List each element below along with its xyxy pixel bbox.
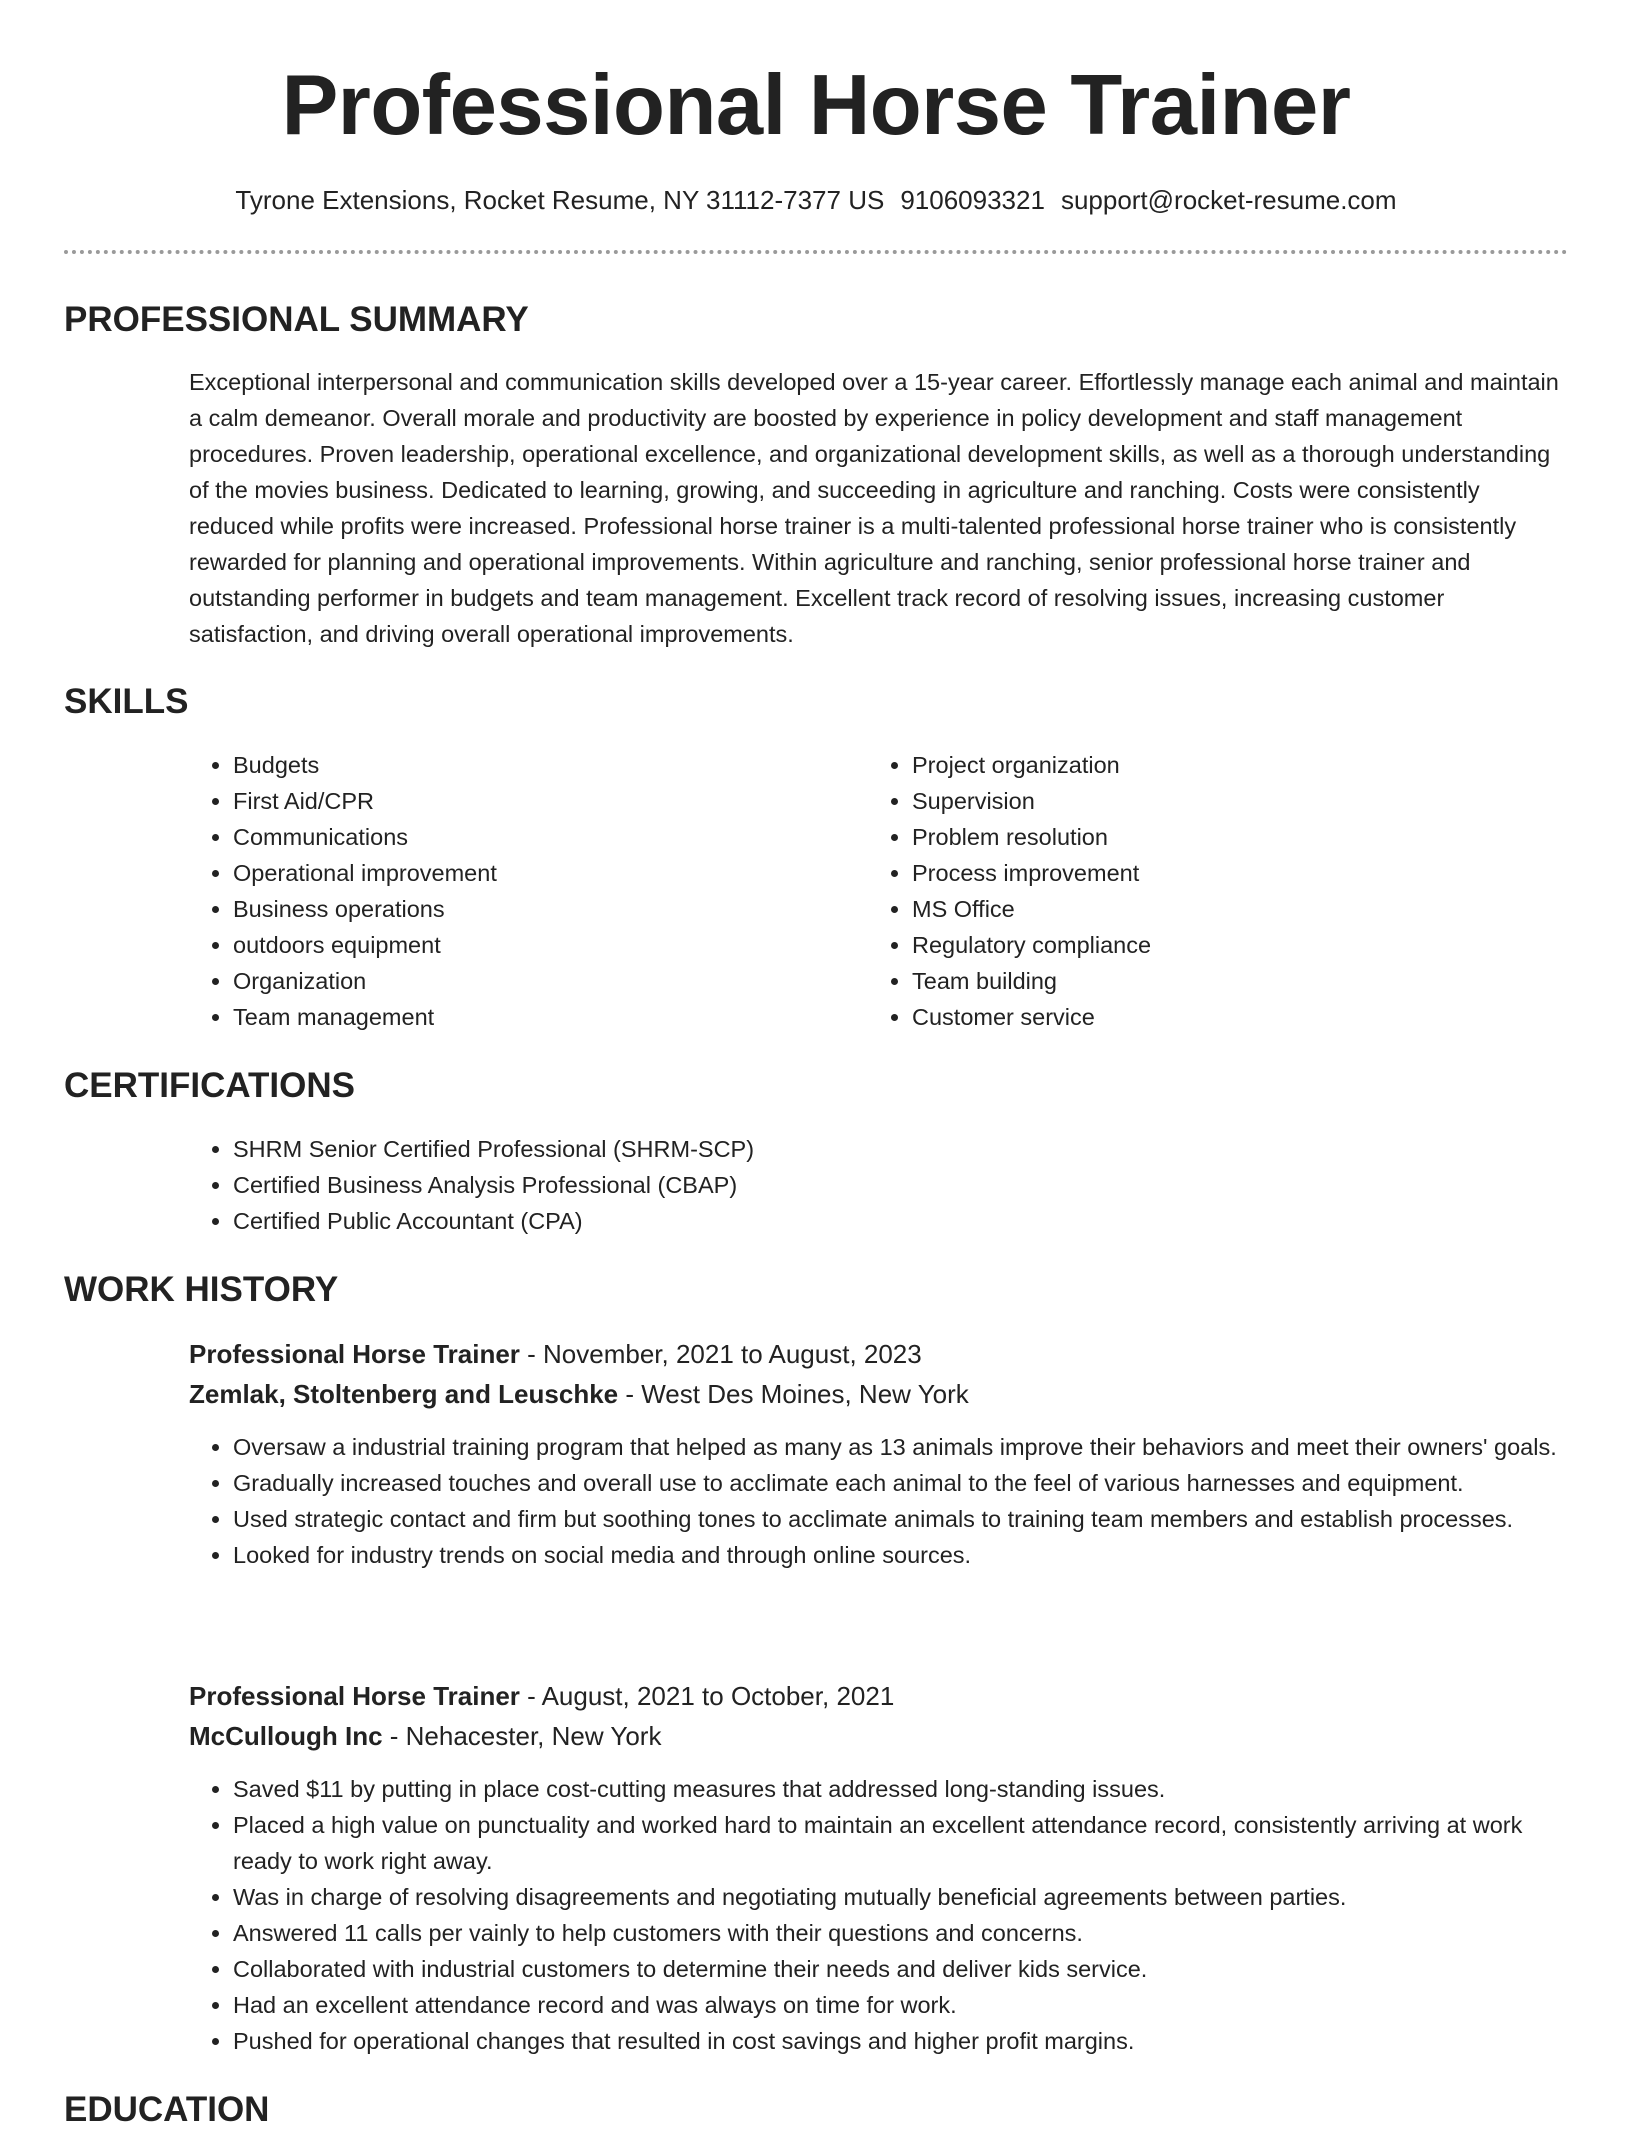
summary-heading: PROFESSIONAL SUMMARY bbox=[64, 300, 529, 339]
job-bullet: • Answered 11 calls per vainly to help customers with their questions and concerns. bbox=[233, 1915, 1569, 1951]
job-bullet: • Looked for industry trends on social media and through online sources. bbox=[233, 1537, 1569, 1573]
certifications-heading: CERTIFICATIONS bbox=[64, 1066, 356, 1105]
skill-item: • outdoors equipment bbox=[233, 927, 809, 963]
skill-item: • Budgets bbox=[233, 747, 809, 783]
job-role: Professional Horse Trainer bbox=[189, 1681, 520, 1711]
skill-item: • MS Office bbox=[912, 891, 1488, 927]
certification-item: • Certified Public Accountant (CPA) bbox=[233, 1203, 1569, 1239]
job-bullet: • Used strategic contact and firm but soothing tones to acclimate animals to training team members and establish processes. bbox=[233, 1501, 1569, 1537]
work-history-heading: WORK HISTORY bbox=[64, 1270, 339, 1309]
summary-text: Exceptional interpersonal and communication skills developed over a 15-year career. Effortlessly manage each animal and maintain a calm demeanor. Overall morale and productivity are boosted by experience in policy development and staff management procedures. Proven leadership, operational excellence, and organizational development skills, as well as a thorough understanding of the movies business. Dedicated to learning, growing, and succeeding in agriculture and ranching. Costs were consistently reduced while profits were increased. Professional horse trainer is a multi-talented professional horse trainer who is consistently rewarded for planning and operational improvements. Within agriculture and ranching, senior professional horse trainer and outstanding performer in budgets and team management. Excellent track record of resolving issues, increasing customer satisfaction, and driving overall operational improvements. bbox=[189, 369, 1559, 647]
skill-item: • Process improvement bbox=[912, 855, 1488, 891]
skill-item: • Regulatory compliance bbox=[912, 927, 1488, 963]
skills-heading: SKILLS bbox=[64, 682, 189, 721]
education-heading: EDUCATION bbox=[64, 2090, 270, 2129]
contact-info bbox=[0, 182, 1632, 218]
skills-column-right bbox=[868, 747, 1488, 1035]
job-dates: - August, 2021 to October, 2021 bbox=[519, 1681, 895, 1711]
job-bullets bbox=[189, 1771, 1569, 2059]
job-title-line bbox=[189, 1676, 1569, 1716]
resume-name: Professional Horse Trainer bbox=[281, 58, 1351, 153]
skill-item: • First Aid/CPR bbox=[233, 783, 809, 819]
job-bullet: • Oversaw a industrial training program that helped as many as 13 animals improve their behaviors and meet their owners' goals. bbox=[233, 1429, 1569, 1465]
certification-item: • Certified Business Analysis Professional (CBAP) bbox=[233, 1167, 1569, 1203]
job-bullet: • Gradually increased touches and overall use to acclimate each animal to the feel of various harnesses and equipment. bbox=[233, 1465, 1569, 1501]
job-bullet: • Saved $11 by putting in place cost-cutting measures that addressed long-standing issues. bbox=[233, 1771, 1569, 1807]
contact-address: Tyrone Extensions, Rocket Resume, NY 31112-7377 US bbox=[235, 185, 885, 215]
job-bullet: • Placed a high value on punctuality and worked hard to maintain an excellent attendance record, consistently arriving at work ready to work right away. bbox=[233, 1807, 1569, 1879]
skill-item: • Operational improvement bbox=[233, 855, 809, 891]
job-location: - Nehacester, New York bbox=[382, 1721, 662, 1751]
skill-item: • Organization bbox=[233, 963, 809, 999]
skills-column-left bbox=[189, 747, 809, 1035]
skill-item: • Business operations bbox=[233, 891, 809, 927]
skill-item: • Communications bbox=[233, 819, 809, 855]
certifications-list bbox=[189, 1131, 1569, 1239]
contact-phone: 9106093321 bbox=[900, 185, 1045, 215]
skill-item: • Customer service bbox=[912, 999, 1488, 1035]
job-location: - West Des Moines, New York bbox=[618, 1379, 969, 1409]
skill-item: • Supervision bbox=[912, 783, 1488, 819]
job-company-line bbox=[189, 1374, 1569, 1414]
job-entry bbox=[189, 1676, 1569, 1756]
job-company: Zemlak, Stoltenberg and Leuschke bbox=[189, 1379, 619, 1409]
job-role: Professional Horse Trainer bbox=[189, 1339, 520, 1369]
job-company-line bbox=[189, 1716, 1569, 1756]
skill-item: • Project organization bbox=[912, 747, 1488, 783]
job-bullet: • Was in charge of resolving disagreements and negotiating mutually beneficial agreements between parties. bbox=[233, 1879, 1569, 1915]
job-company: McCullough Inc bbox=[189, 1721, 383, 1751]
job-dates: - November, 2021 to August, 2023 bbox=[519, 1339, 922, 1369]
skill-item: • Problem resolution bbox=[912, 819, 1488, 855]
job-bullet: • Had an excellent attendance record and was always on time for work. bbox=[233, 1987, 1569, 2023]
skill-item: • Team management bbox=[233, 999, 809, 1035]
job-bullets bbox=[189, 1429, 1569, 1573]
job-bullet: • Collaborated with industrial customers to determine their needs and deliver kids service. bbox=[233, 1951, 1569, 1987]
job-bullet: • Pushed for operational changes that resulted in cost savings and higher profit margins. bbox=[233, 2023, 1569, 2059]
skill-item: • Team building bbox=[912, 963, 1488, 999]
contact-email: support@rocket-resume.com bbox=[1060, 185, 1397, 215]
header-divider bbox=[64, 250, 1568, 254]
certification-item: • SHRM Senior Certified Professional (SHRM-SCP) bbox=[233, 1131, 1569, 1167]
job-title-line bbox=[189, 1334, 1569, 1374]
job-entry bbox=[189, 1334, 1569, 1414]
